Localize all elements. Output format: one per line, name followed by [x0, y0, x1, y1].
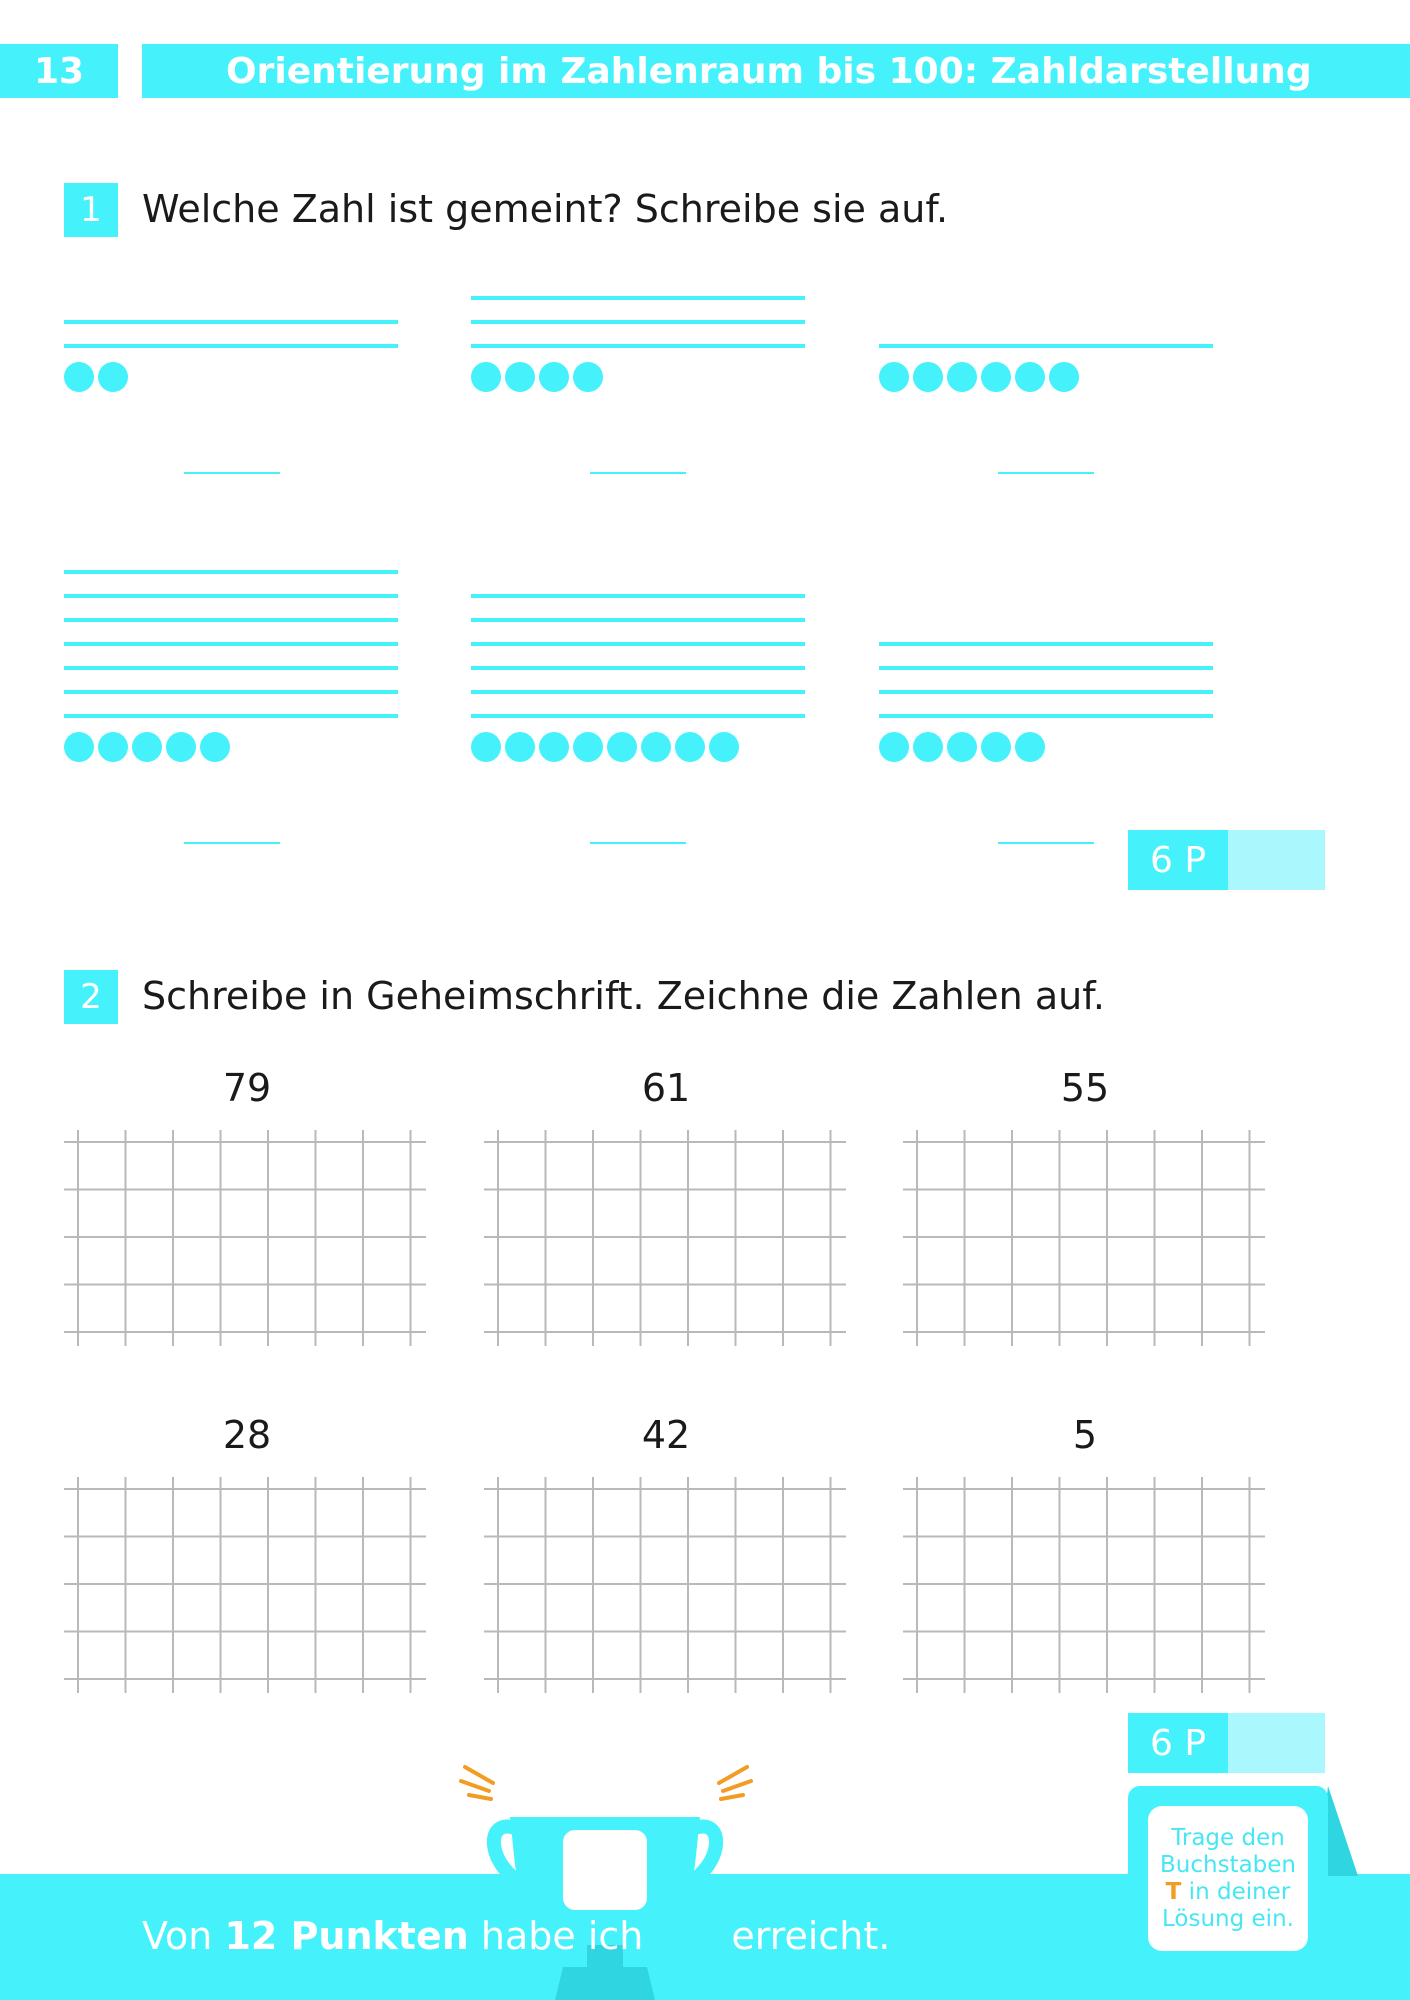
task-2-points-box	[1128, 1713, 1325, 1773]
score-sentence	[142, 1914, 890, 1958]
task-2-instruction: Schreibe in Geheimschrift. Zeichne die Zahlen auf.	[142, 974, 1105, 1018]
task-1-points-label: 6 P	[1128, 830, 1228, 890]
task-2-points-field[interactable]	[1228, 1713, 1325, 1773]
task-2-points-label: 6 P	[1128, 1713, 1228, 1773]
target-number-2: 61	[641, 1066, 691, 1110]
task-1-instruction: Welche Zahl ist gemeint? Schreibe sie auf.	[142, 187, 949, 231]
score-total: 12 Punkten	[224, 1914, 469, 1958]
note-line-3: in deiner	[1181, 1878, 1291, 1905]
drawing-grid-1[interactable]	[64, 1130, 426, 1346]
target-number-6: 5	[1072, 1413, 1098, 1457]
target-number-5: 42	[641, 1413, 691, 1457]
trophy-label: Punkte	[569, 1868, 646, 1893]
note-line-1: Trage den	[1171, 1824, 1285, 1851]
drawing-grid-2[interactable]	[484, 1130, 846, 1346]
score-prefix: Von	[142, 1914, 225, 1958]
note-line-2: Buchstaben	[1159, 1851, 1296, 1878]
drawing-grid-5[interactable]	[484, 1477, 846, 1693]
drawing-grid-6[interactable]	[903, 1477, 1265, 1693]
target-number-1: 79	[222, 1066, 272, 1110]
page-title: Orientierung im Zahlenraum bis 100: Zahldarstellung	[142, 44, 1410, 98]
task-2-number: 2	[64, 970, 118, 1024]
note-line-4: Lösung ein.	[1162, 1905, 1294, 1932]
solution-letter: T	[1165, 1878, 1182, 1905]
page-number: 13	[0, 44, 118, 98]
score-middle: habe ich	[468, 1914, 644, 1958]
target-number-3: 55	[1060, 1066, 1110, 1110]
solution-note	[1148, 1806, 1308, 1951]
target-number-4: 28	[222, 1413, 272, 1457]
score-suffix: erreicht.	[731, 1914, 891, 1958]
drawing-grid-4[interactable]	[64, 1477, 426, 1693]
task-1-number: 1	[64, 183, 118, 237]
drawing-grid-3[interactable]	[903, 1130, 1265, 1346]
